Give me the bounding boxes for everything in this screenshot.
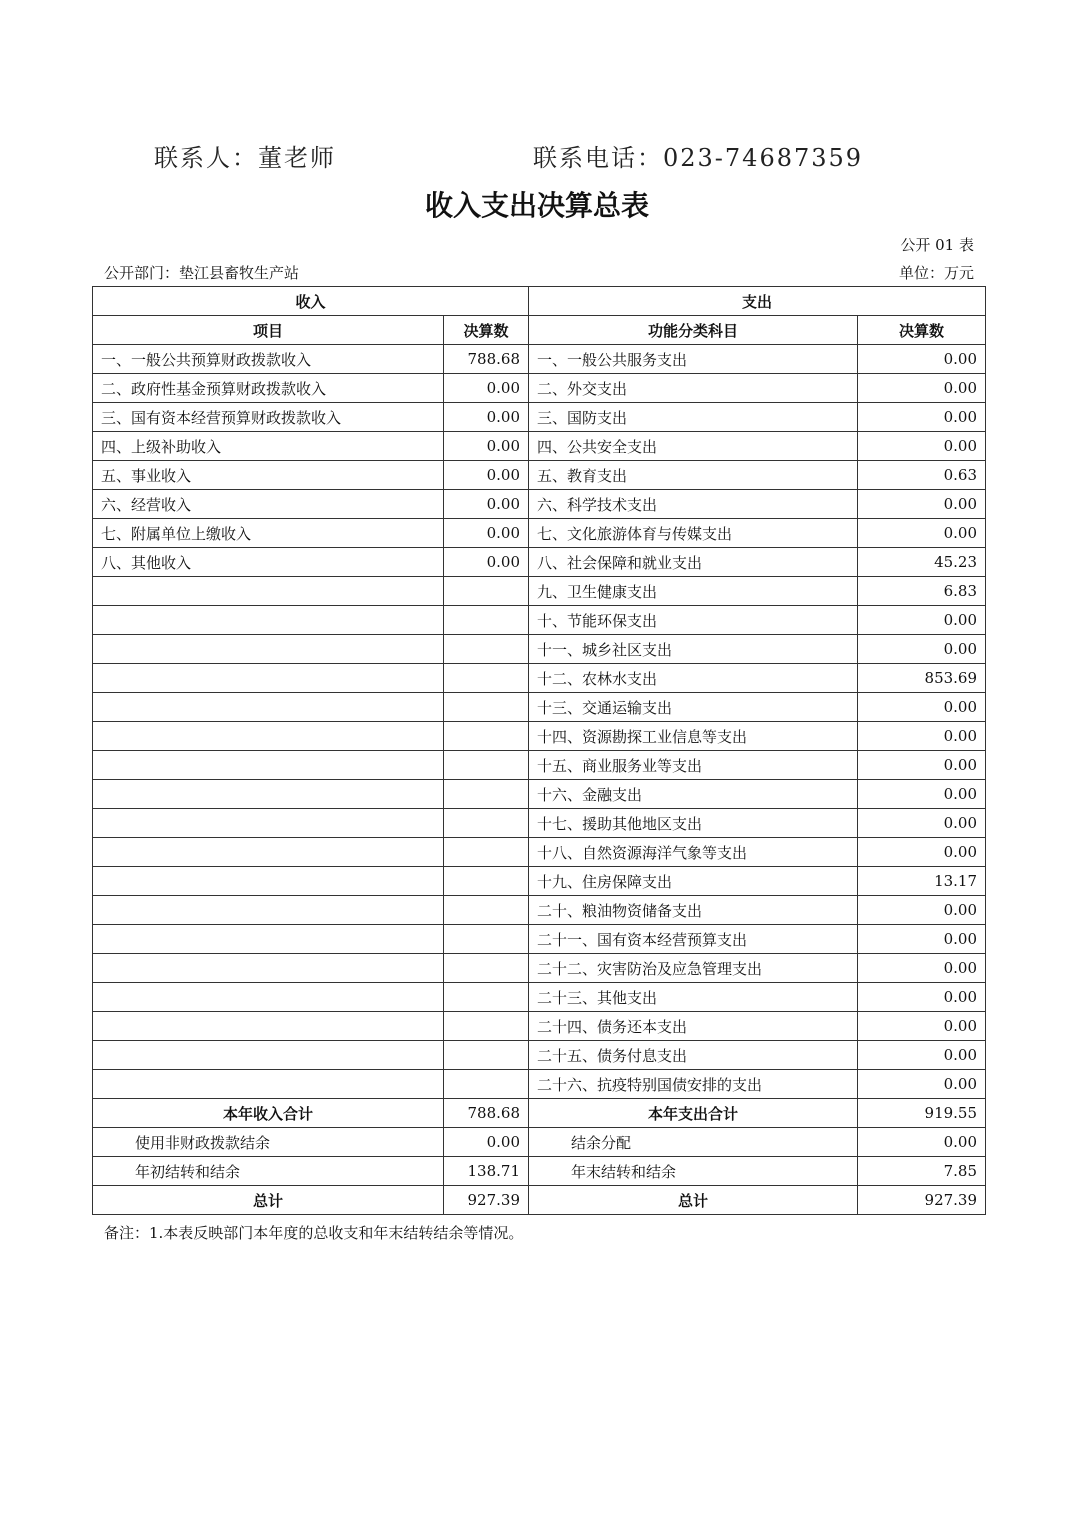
table-row bbox=[93, 664, 986, 693]
table-row bbox=[93, 374, 986, 403]
expense-item-value: 45.23 bbox=[858, 548, 986, 577]
income-item-label bbox=[93, 693, 444, 722]
year-income-total-label: 本年收入合计 bbox=[93, 1099, 444, 1128]
table-row bbox=[93, 1041, 986, 1070]
end-carry-label: 年末结转和结余 bbox=[529, 1157, 858, 1186]
table-row bbox=[93, 345, 986, 374]
expense-item-value: 0.00 bbox=[858, 490, 986, 519]
surplus-dist-label: 结余分配 bbox=[529, 1128, 858, 1157]
table-row bbox=[93, 548, 986, 577]
expense-item-value: 0.00 bbox=[858, 838, 986, 867]
table-row bbox=[93, 954, 986, 983]
col-amount2-header: 决算数 bbox=[858, 316, 986, 345]
expense-item-label: 四、公共安全支出 bbox=[529, 432, 858, 461]
expense-item-value: 0.00 bbox=[858, 1070, 986, 1099]
income-item-label bbox=[93, 867, 444, 896]
col-item-header: 项目 bbox=[93, 316, 444, 345]
income-item-value bbox=[444, 867, 529, 896]
grand-total-income: 927.39 bbox=[444, 1186, 529, 1215]
expense-item-value: 13.17 bbox=[858, 867, 986, 896]
income-item-label bbox=[93, 780, 444, 809]
income-item-value bbox=[444, 954, 529, 983]
expense-item-label: 二、外交支出 bbox=[529, 374, 858, 403]
income-item-label bbox=[93, 722, 444, 751]
income-item-label bbox=[93, 751, 444, 780]
expense-item-value: 0.00 bbox=[858, 925, 986, 954]
expense-item-label: 十一、城乡社区支出 bbox=[529, 635, 858, 664]
income-item-value bbox=[444, 983, 529, 1012]
table-row bbox=[93, 809, 986, 838]
expense-item-value: 0.00 bbox=[858, 1041, 986, 1070]
income-item-label: 四、上级补助收入 bbox=[93, 432, 444, 461]
income-item-label: 八、其他收入 bbox=[93, 548, 444, 577]
expense-item-label: 十九、住房保障支出 bbox=[529, 867, 858, 896]
income-item-value: 0.00 bbox=[444, 432, 529, 461]
income-item-value bbox=[444, 635, 529, 664]
expense-item-value: 0.00 bbox=[858, 751, 986, 780]
grand-total-label-expense: 总计 bbox=[529, 1186, 858, 1215]
expense-item-label: 二十四、债务还本支出 bbox=[529, 1012, 858, 1041]
expense-item-label: 七、文化旅游体育与传媒支出 bbox=[529, 519, 858, 548]
income-item-value bbox=[444, 664, 529, 693]
expense-item-value: 0.00 bbox=[858, 432, 986, 461]
income-item-label: 五、事业收入 bbox=[93, 461, 444, 490]
income-item-label bbox=[93, 635, 444, 664]
income-item-label: 六、经营收入 bbox=[93, 490, 444, 519]
begin-carry-label: 年初结转和结余 bbox=[93, 1157, 444, 1186]
table-row bbox=[93, 635, 986, 664]
income-item-value bbox=[444, 838, 529, 867]
income-item-label bbox=[93, 954, 444, 983]
expense-item-value: 0.00 bbox=[858, 345, 986, 374]
expense-item-value: 0.00 bbox=[858, 606, 986, 635]
income-item-value bbox=[444, 1070, 529, 1099]
expense-header: 支出 bbox=[529, 287, 986, 316]
income-item-value bbox=[444, 1041, 529, 1070]
income-item-label bbox=[93, 1041, 444, 1070]
income-item-label: 一、一般公共预算财政拨款收入 bbox=[93, 345, 444, 374]
income-item-value: 788.68 bbox=[444, 345, 529, 374]
form-number: 公开 01 表 bbox=[900, 236, 974, 254]
expense-item-value: 0.00 bbox=[858, 693, 986, 722]
income-item-label bbox=[93, 606, 444, 635]
expense-item-label: 十四、资源勘探工业信息等支出 bbox=[529, 722, 858, 751]
income-item-value bbox=[444, 780, 529, 809]
income-item-label bbox=[93, 664, 444, 693]
expense-item-value: 0.00 bbox=[858, 896, 986, 925]
col-amount-header: 决算数 bbox=[444, 316, 529, 345]
expense-item-label: 一、一般公共服务支出 bbox=[529, 345, 858, 374]
expense-item-value: 0.00 bbox=[858, 780, 986, 809]
expense-item-label: 二十二、灾害防治及应急管理支出 bbox=[529, 954, 858, 983]
income-item-label bbox=[93, 983, 444, 1012]
income-item-label bbox=[93, 925, 444, 954]
grand-total-label-income: 总计 bbox=[93, 1186, 444, 1215]
contact-phone: 联系电话：023-74687359 bbox=[533, 144, 864, 172]
income-item-value: 0.00 bbox=[444, 548, 529, 577]
income-item-label bbox=[93, 1012, 444, 1041]
expense-item-label: 十五、商业服务业等支出 bbox=[529, 751, 858, 780]
expense-item-value: 0.00 bbox=[858, 809, 986, 838]
footnote: 备注：1.本表反映部门本年度的总收支和年末结转结余等情况。 bbox=[104, 1224, 524, 1242]
expense-item-label: 十、节能环保支出 bbox=[529, 606, 858, 635]
income-item-label bbox=[93, 1070, 444, 1099]
expense-item-value: 0.00 bbox=[858, 722, 986, 751]
income-item-value: 0.00 bbox=[444, 461, 529, 490]
expense-item-label: 八、社会保障和就业支出 bbox=[529, 548, 858, 577]
expense-item-label: 十三、交通运输支出 bbox=[529, 693, 858, 722]
expense-item-value: 0.00 bbox=[858, 635, 986, 664]
expense-item-label: 十六、金融支出 bbox=[529, 780, 858, 809]
table-row bbox=[93, 461, 986, 490]
expense-item-value: 0.00 bbox=[858, 374, 986, 403]
contact-person: 联系人：董老师 bbox=[154, 144, 336, 172]
expense-item-value: 0.00 bbox=[858, 403, 986, 432]
income-item-value bbox=[444, 925, 529, 954]
year-expense-total-label: 本年支出合计 bbox=[529, 1099, 858, 1128]
table-row bbox=[93, 403, 986, 432]
table-row bbox=[93, 519, 986, 548]
table-row bbox=[93, 751, 986, 780]
table-row bbox=[93, 838, 986, 867]
income-item-value bbox=[444, 693, 529, 722]
begin-carry-value: 138.71 bbox=[444, 1157, 529, 1186]
income-item-value bbox=[444, 896, 529, 925]
income-item-value: 0.00 bbox=[444, 374, 529, 403]
expense-item-value: 0.63 bbox=[858, 461, 986, 490]
expense-item-value: 853.69 bbox=[858, 664, 986, 693]
expense-item-label: 二十三、其他支出 bbox=[529, 983, 858, 1012]
unit-label: 单位：万元 bbox=[898, 264, 974, 282]
table-row bbox=[93, 490, 986, 519]
income-header: 收入 bbox=[93, 287, 529, 316]
table-row bbox=[93, 925, 986, 954]
table-row bbox=[93, 867, 986, 896]
nonfiscal-label: 使用非财政拨款结余 bbox=[93, 1128, 444, 1157]
table-row bbox=[93, 1012, 986, 1041]
carry-row bbox=[93, 1157, 986, 1186]
income-item-value bbox=[444, 606, 529, 635]
col-func-header: 功能分类科目 bbox=[529, 316, 858, 345]
table-row bbox=[93, 722, 986, 751]
end-carry-value: 7.85 bbox=[858, 1157, 986, 1186]
expense-item-label: 九、卫生健康支出 bbox=[529, 577, 858, 606]
income-item-value: 0.00 bbox=[444, 403, 529, 432]
expense-item-value: 0.00 bbox=[858, 983, 986, 1012]
income-item-label bbox=[93, 838, 444, 867]
expense-item-label: 十七、援助其他地区支出 bbox=[529, 809, 858, 838]
year-income-total: 788.68 bbox=[444, 1099, 529, 1128]
expense-item-label: 二十一、国有资本经营预算支出 bbox=[529, 925, 858, 954]
page-title: 收入支出决算总表 bbox=[424, 189, 649, 222]
expense-item-label: 六、科学技术支出 bbox=[529, 490, 858, 519]
table-row bbox=[93, 432, 986, 461]
grand-total-row bbox=[93, 1186, 986, 1215]
nonfiscal-value: 0.00 bbox=[444, 1128, 529, 1157]
income-item-value bbox=[444, 722, 529, 751]
expense-item-label: 二十五、债务付息支出 bbox=[529, 1041, 858, 1070]
expense-item-label: 二十、粮油物资储备支出 bbox=[529, 896, 858, 925]
budget-table bbox=[92, 286, 986, 1215]
income-item-value bbox=[444, 1012, 529, 1041]
surplus-dist-value: 0.00 bbox=[858, 1128, 986, 1157]
expense-item-value: 0.00 bbox=[858, 954, 986, 983]
expense-item-value: 0.00 bbox=[858, 519, 986, 548]
table-row bbox=[93, 983, 986, 1012]
income-item-value bbox=[444, 751, 529, 780]
table-row bbox=[93, 577, 986, 606]
expense-item-value: 6.83 bbox=[858, 577, 986, 606]
income-item-label: 七、附属单位上缴收入 bbox=[93, 519, 444, 548]
expense-item-value: 0.00 bbox=[858, 1012, 986, 1041]
table-row bbox=[93, 1070, 986, 1099]
table-row bbox=[93, 606, 986, 635]
grand-total-expense: 927.39 bbox=[858, 1186, 986, 1215]
table-row bbox=[93, 780, 986, 809]
table-row bbox=[93, 896, 986, 925]
income-item-label bbox=[93, 896, 444, 925]
income-item-label: 二、政府性基金预算财政拨款收入 bbox=[93, 374, 444, 403]
nonfiscal-row bbox=[93, 1128, 986, 1157]
year-total-row bbox=[93, 1099, 986, 1128]
income-item-value: 0.00 bbox=[444, 519, 529, 548]
expense-item-label: 十二、农林水支出 bbox=[529, 664, 858, 693]
income-item-label bbox=[93, 809, 444, 838]
table-column-header bbox=[93, 316, 986, 345]
income-item-value bbox=[444, 809, 529, 838]
department-label: 公开部门：垫江县畜牧生产站 bbox=[104, 264, 300, 282]
year-expense-total: 919.55 bbox=[858, 1099, 986, 1128]
income-item-value: 0.00 bbox=[444, 490, 529, 519]
table-section-header bbox=[93, 287, 986, 316]
expense-item-label: 二十六、抗疫特别国债安排的支出 bbox=[529, 1070, 858, 1099]
income-item-label: 三、国有资本经营预算财政拨款收入 bbox=[93, 403, 444, 432]
table-row bbox=[93, 693, 986, 722]
expense-item-label: 十八、自然资源海洋气象等支出 bbox=[529, 838, 858, 867]
expense-item-label: 五、教育支出 bbox=[529, 461, 858, 490]
income-item-value bbox=[444, 577, 529, 606]
income-item-label bbox=[93, 577, 444, 606]
expense-item-label: 三、国防支出 bbox=[529, 403, 858, 432]
